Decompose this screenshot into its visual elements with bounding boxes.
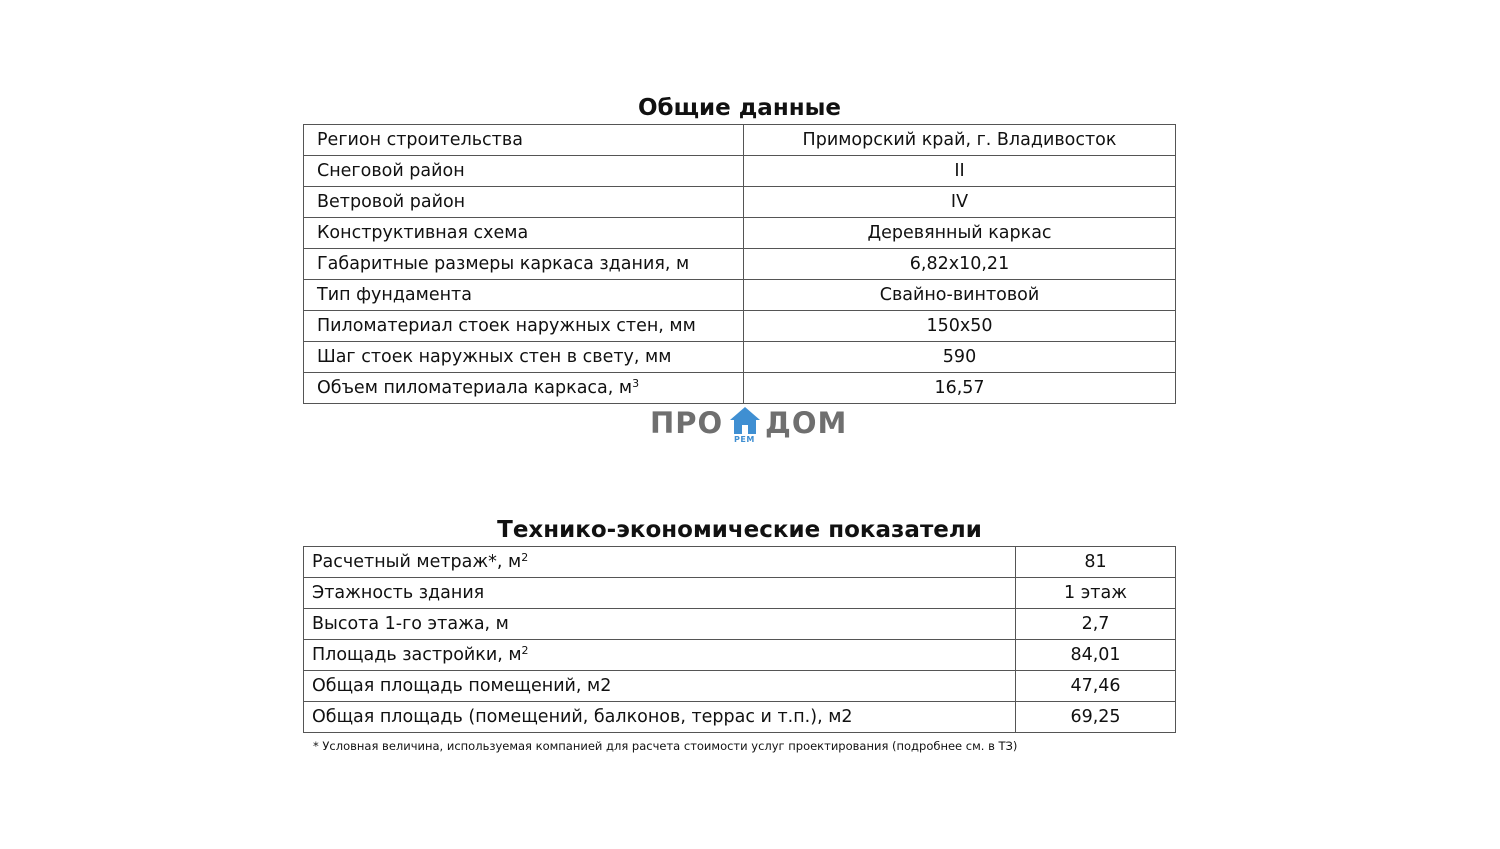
table-row (304, 547, 1176, 578)
table-row (304, 702, 1176, 733)
row-value: 69,25 (1016, 702, 1176, 733)
prodom-logo (650, 405, 850, 445)
table-row (304, 280, 1176, 311)
table-row (304, 125, 1176, 156)
row-value: 150x50 (744, 311, 1176, 342)
table-row (304, 671, 1176, 702)
unit-superscript: 2 (521, 551, 529, 564)
footnote: * Условная величина, используемая компанией для расчета стоимости услуг проектирования (подробнее см. в ТЗ) (313, 739, 1018, 753)
row-label: Габаритные размеры каркаса здания, м (304, 249, 744, 280)
logo-subtext: РЕМ (734, 435, 755, 444)
row-value: Свайно-винтовой (744, 280, 1176, 311)
row-label: Ветровой район (304, 187, 744, 218)
tech-indicators-table (303, 546, 1176, 733)
row-label: Общая площадь (помещений, балконов, террас и т.п.), м2 (304, 702, 1016, 733)
table-row (304, 342, 1176, 373)
row-value: Деревянный каркас (744, 218, 1176, 249)
row-label: Снеговой район (304, 156, 744, 187)
unit-superscript: 2 (521, 644, 529, 657)
row-label: Шаг стоек наружных стен в свету, мм (304, 342, 744, 373)
row-value: 16,57 (744, 373, 1176, 404)
row-label (304, 640, 1016, 671)
unit-superscript: 3 (632, 377, 640, 390)
row-value: 84,01 (1016, 640, 1176, 671)
row-value: 81 (1016, 547, 1176, 578)
table-row (304, 373, 1176, 404)
table-row (304, 156, 1176, 187)
row-label: Тип фундамента (304, 280, 744, 311)
row-label: Пиломатериал стоек наружных стен, мм (304, 311, 744, 342)
row-label-text: Расчетный метраж*, м (312, 552, 522, 572)
row-value: 47,46 (1016, 671, 1176, 702)
table-row (304, 187, 1176, 218)
house-icon (728, 405, 762, 439)
table-row (304, 578, 1176, 609)
table-row (304, 249, 1176, 280)
row-label-text: Площадь застройки, м (312, 645, 522, 665)
row-label: Конструктивная схема (304, 218, 744, 249)
row-label: Этажность здания (304, 578, 1016, 609)
general-data-table (303, 124, 1176, 404)
logo-word-left: ПРО (650, 406, 724, 440)
row-value: IV (744, 187, 1176, 218)
row-value: 6,82x10,21 (744, 249, 1176, 280)
tech-indicators-title: Технико-экономические показатели (497, 517, 982, 543)
row-label: Регион строительства (304, 125, 744, 156)
table-row (304, 218, 1176, 249)
row-value: 2,7 (1016, 609, 1176, 640)
logo-word-right: ДОМ (765, 406, 848, 440)
row-label: Высота 1-го этажа, м (304, 609, 1016, 640)
row-label-text: Объем пиломатериала каркаса, м (317, 378, 633, 398)
row-value: 590 (744, 342, 1176, 373)
row-label: Общая площадь помещений, м2 (304, 671, 1016, 702)
row-value: 1 этаж (1016, 578, 1176, 609)
row-value: Приморский край, г. Владивосток (744, 125, 1176, 156)
row-label (304, 547, 1016, 578)
table-row (304, 311, 1176, 342)
row-label (304, 373, 744, 404)
general-data-title: Общие данные (637, 95, 842, 121)
row-value: II (744, 156, 1176, 187)
table-row (304, 640, 1176, 671)
table-row (304, 609, 1176, 640)
